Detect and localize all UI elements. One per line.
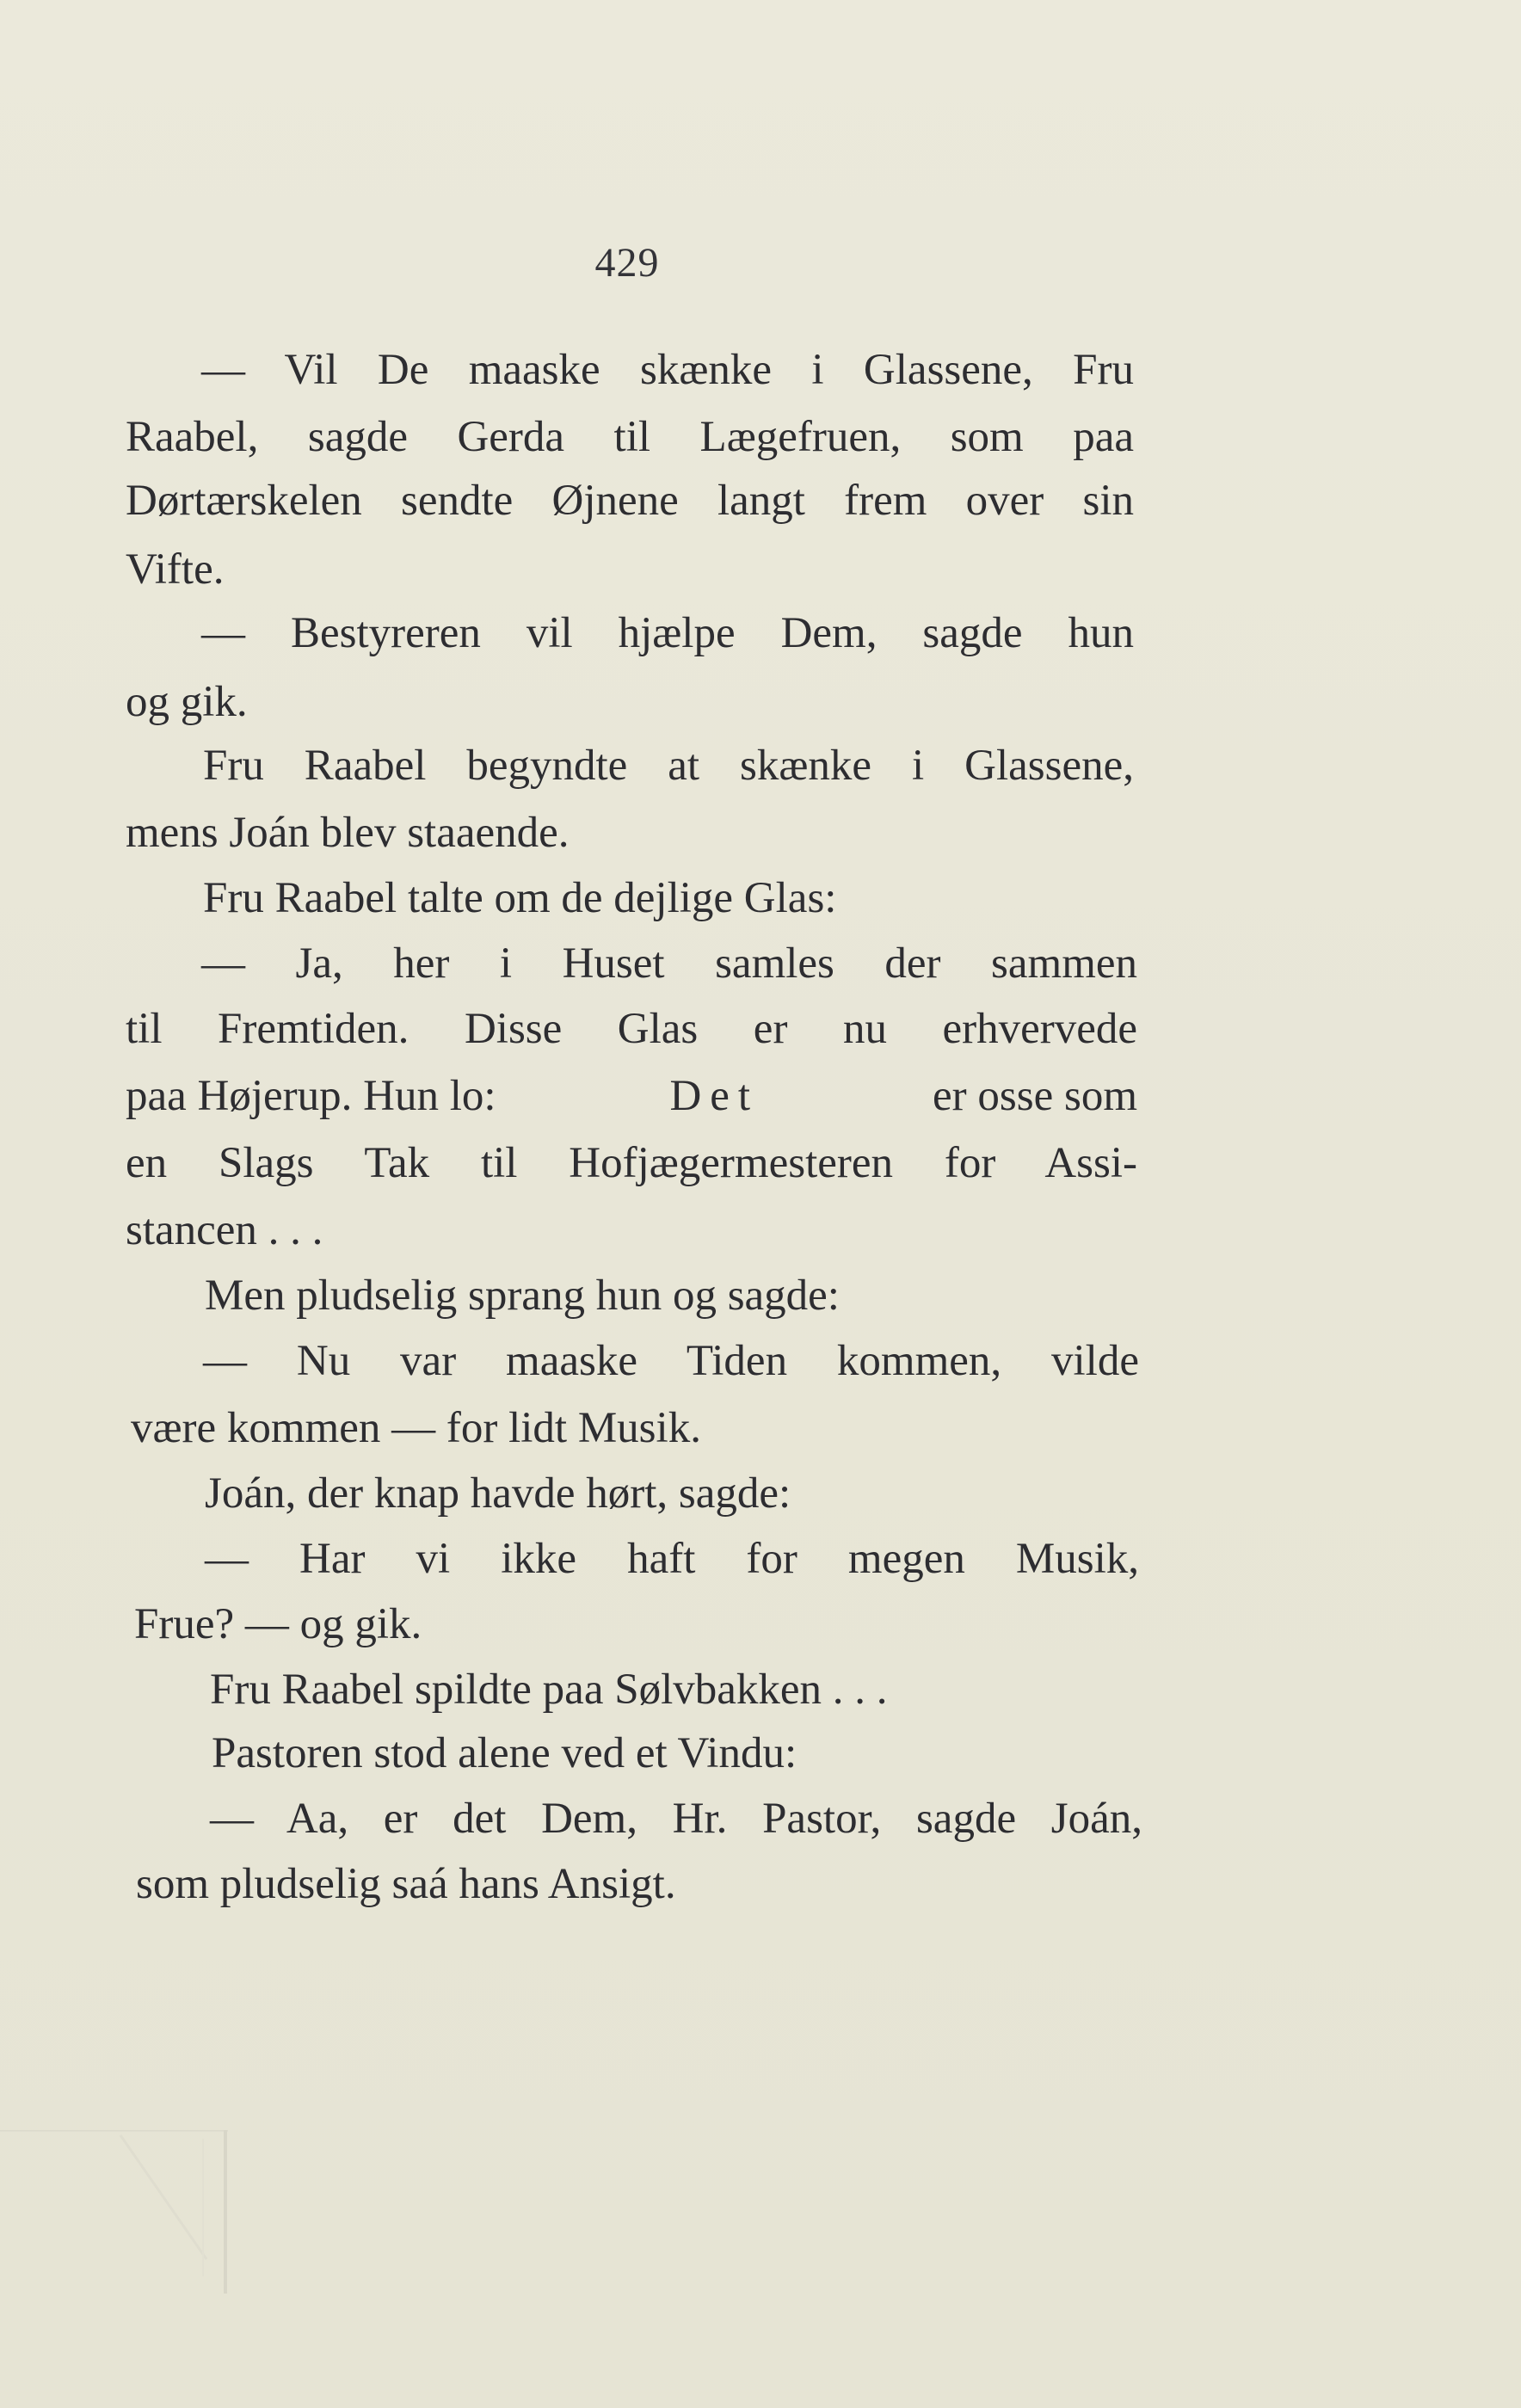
- text-line: og gik.: [126, 678, 248, 726]
- text-line: Frue? — og gik.: [134, 1600, 422, 1648]
- text-line: Men pludselig sprang hun og sagde:: [205, 1272, 840, 1320]
- text-line: en Slags Tak til Hofjægermesteren for Assi-: [126, 1139, 1137, 1187]
- text-line: Joán, der knap havde hørt, sagde:: [205, 1469, 791, 1518]
- text-line-part: er osse som: [933, 1072, 1137, 1120]
- text-line: som pludselig saá hans Ansigt.: [136, 1860, 676, 1908]
- page-number: 429: [594, 240, 660, 286]
- text-line: Raabel, sagde Gerda til Lægefruen, som paa: [126, 413, 1134, 461]
- text-line: — Vil De maaske skænke i Glassene, Fru: [201, 346, 1134, 394]
- text-line: Fru Raabel spildte paa Sølvbakken . . .: [210, 1666, 888, 1714]
- text-line: [126, 1070, 1137, 1122]
- text-line-part: paa Højerup. Hun lo:: [126, 1072, 496, 1120]
- text-line: Pastoren stod alene ved et Vindu:: [212, 1729, 797, 1777]
- text-line: — Aa, er det Dem, Hr. Pastor, sagde Joán,: [210, 1795, 1142, 1843]
- text-line: stancen . . .: [126, 1206, 323, 1254]
- text-line: — Bestyreren vil hjælpe Dem, sagde hun: [201, 609, 1134, 657]
- text-line: Fru Raabel talte om de dejlige Glas:: [203, 874, 837, 922]
- page-fold-mark: [0, 2130, 228, 2294]
- text-line: være kommen — for lidt Musik.: [131, 1404, 701, 1452]
- text-line: — Har vi ikke haft for megen Musik,: [205, 1535, 1139, 1583]
- text-line: Vifte.: [126, 545, 225, 594]
- text-line: — Ja, her i Huset samles der sammen: [201, 939, 1137, 988]
- text-line: Dørtærskelen sendte Øjnene langt frem over sin: [126, 477, 1134, 525]
- spaced-emphasis: Det: [669, 1072, 760, 1120]
- text-line: mens Joán blev staaende.: [126, 809, 570, 857]
- text-line: — Nu var maaske Tiden kommen, vilde: [203, 1337, 1139, 1385]
- text-line: Fru Raabel begyndte at skænke i Glassene,: [203, 742, 1134, 790]
- text-line: til Fremtiden. Disse Glas er nu erhvervede: [126, 1005, 1137, 1053]
